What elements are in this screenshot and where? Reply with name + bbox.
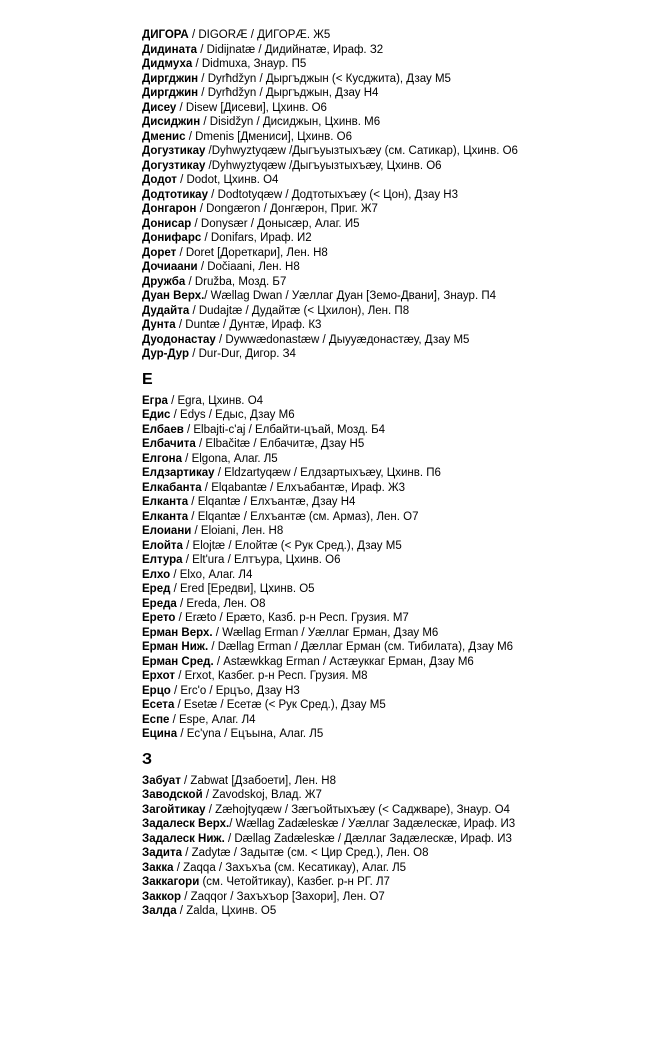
entry-headword: Донгарон xyxy=(142,203,197,215)
entry-line xyxy=(142,347,632,362)
entry-line xyxy=(142,655,632,670)
entry-details: / Elqabantæ / Елхъабантæ, Ираф. Ж3 xyxy=(201,481,405,494)
entry-details: / Wællag Zadæleskæ / Уæллаг Задæлескæ, Ираф. И3 xyxy=(229,818,516,830)
entry-details: / Donysær / Донысæр, Алаг. И5 xyxy=(191,217,360,230)
entry-details: / Eldzartyqæw / Елдзартыхъæу, Цхинв. П6 xyxy=(214,467,441,479)
entry-details: / Ereda, Лен. О8 xyxy=(176,597,266,610)
entry-line xyxy=(142,57,632,72)
entry-headword: Дунта xyxy=(142,319,176,331)
entry-details: / Didmuxa, Знаур. П5 xyxy=(192,58,307,70)
entry-details: /Dyhwyztyqæw /Дыгъуызтыхъæу (см. Сатикар), Цхинв. О6 xyxy=(205,145,518,157)
entry-headword: Закка xyxy=(142,861,174,874)
entry-line xyxy=(142,260,632,275)
entry-headword: Елоиани xyxy=(142,525,192,537)
entry-line xyxy=(142,43,632,58)
entry-details: / Zavodskoj, Влад. Ж7 xyxy=(202,789,322,801)
entry-headword: Догузтикау xyxy=(142,159,206,172)
entry-details: / Elbajti-c'aj / Елбайти-цъай, Мозд. Б4 xyxy=(183,423,386,436)
entry-headword: Диргджин xyxy=(142,72,199,85)
entry-line xyxy=(142,188,632,203)
entry-headword: Елтура xyxy=(142,554,183,566)
entry-details: / Edys / Едыс, Дзау М6 xyxy=(170,409,295,421)
entry-headword: Елкабанта xyxy=(142,481,202,494)
entry-line xyxy=(142,101,632,116)
entry-line xyxy=(142,539,632,554)
entry-line xyxy=(142,568,632,583)
entry-details: / Esetæ / Есетæ (< Рук Сред.), Дзау М5 xyxy=(174,699,386,711)
entry-headword: Донифарс xyxy=(142,232,202,244)
entry-line xyxy=(142,640,632,655)
entry-line xyxy=(142,684,632,699)
entry-details: / Astæwkkag Erman / Астæуккаг Ерман, Дзау М6 xyxy=(213,655,474,668)
entry-line xyxy=(142,817,632,832)
entry-headword: Ерман Верх. xyxy=(142,626,213,639)
entry-details: / Elt'ura / Елтъура, Цхинв. О6 xyxy=(182,554,341,566)
entry-headword: Елбачита xyxy=(142,438,196,450)
entry-headword: Задалеск Ниж. xyxy=(142,832,225,845)
entry-line xyxy=(142,713,632,728)
entry-details: /Dyhwyztyqæw /Дыгъуызтыхъæу, Цхинв. О6 xyxy=(205,159,442,172)
entry-details: / Dodot, Цхинв. О4 xyxy=(176,174,279,186)
entry-headword: Есета xyxy=(142,699,175,711)
entry-headword: Ерман Ниж. xyxy=(142,641,209,653)
entry-details: / Disidžyn / Дисиджын, Цхинв. М6 xyxy=(200,116,381,128)
entry-line xyxy=(142,524,632,539)
entry-details: / Dmenis [Дмениси], Цхинв. О6 xyxy=(185,130,352,143)
entry-line xyxy=(142,408,632,423)
entry-headword: Дменис xyxy=(142,130,186,143)
entry-details: / Zadytæ / Задытæ (см. < Цир Сред.), Лен. О8 xyxy=(182,847,429,859)
entry-headword: Догузтикау xyxy=(142,145,206,157)
entry-headword: Еред xyxy=(142,583,171,595)
entry-headword: Донисар xyxy=(142,217,192,230)
entry-details: / Dællag Zadæleskæ / Дæллаг Задæлескæ, Ираф. И3 xyxy=(224,832,512,845)
entry-headword: Додтотикау xyxy=(142,188,208,201)
entry-details: / Zabwat [Дзабоети], Лен. Н8 xyxy=(180,774,337,787)
entry-details: / Donifars, Ираф. И2 xyxy=(201,232,312,244)
entry-details: / Disew [Дисеви], Цхинв. О6 xyxy=(176,101,327,114)
entry-line xyxy=(142,318,632,333)
entry-headword: Ерето xyxy=(142,612,176,624)
entry-line xyxy=(142,495,632,510)
entry-details: (см. Четойтикау), Казбег. р-н РГ. Л7 xyxy=(199,876,390,888)
entry-line xyxy=(142,304,632,319)
entry-headword: ДИГОРА xyxy=(142,29,189,41)
entry-line xyxy=(142,611,632,626)
entry-details: / Dongæron / Донгæрон, Приг. Ж7 xyxy=(196,203,378,215)
entry-headword: Заккор xyxy=(142,890,182,903)
entry-line xyxy=(142,553,632,568)
entry-details: / Eræto / Ерæто, Казб. р-н Респ. Грузия. М7 xyxy=(175,612,409,624)
entry-line xyxy=(142,774,632,789)
entry-line xyxy=(142,626,632,641)
entry-headword: Дидмуха xyxy=(142,58,193,70)
entry-headword: Додот xyxy=(142,174,177,186)
entry-headword: Елканта xyxy=(142,496,189,508)
entry-line xyxy=(142,597,632,612)
entry-line xyxy=(142,437,632,452)
entry-line xyxy=(142,394,632,409)
entry-headword: Ерцо xyxy=(142,684,171,697)
entry-details: / Dyrħdžyn / Дыргъджын (< Кусджита), Дзау М5 xyxy=(198,72,451,85)
entry-headword: Елойта xyxy=(142,539,183,552)
entry-headword: Ереда xyxy=(142,597,177,610)
entry-line xyxy=(142,289,632,304)
section-letter: Е xyxy=(142,370,153,388)
entry-headword: Дисеу xyxy=(142,101,177,114)
entry-line xyxy=(142,115,632,130)
entry-line xyxy=(142,144,632,159)
entry-headword: Ерман Сред. xyxy=(142,655,214,668)
entry-details: / Dudajtæ / Дудайтæ (< Цхилон), Лен. П8 xyxy=(189,304,410,317)
entry-headword: Диргджин xyxy=(142,87,199,99)
entry-line xyxy=(142,28,632,43)
entry-line xyxy=(142,481,632,496)
entry-line xyxy=(142,904,632,919)
entry-headword: Залда xyxy=(142,905,177,917)
entry-headword: Дорет xyxy=(142,246,177,259)
entry-details: / Dællag Erman / Дæллаг Ерман (см. Тибилата), Дзау М6 xyxy=(208,641,514,653)
entry-details: / Elqantæ / Елхъантæ, Дзау Н4 xyxy=(188,496,356,508)
entry-headword: Дидината xyxy=(142,43,198,56)
entry-line xyxy=(142,423,632,438)
entry-details: / Didijnatæ / Дидийнатæ, Ираф. З2 xyxy=(197,43,384,56)
entry-line xyxy=(142,861,632,876)
entry-line xyxy=(142,698,632,713)
entry-line xyxy=(142,669,632,684)
entry-details: / Erxot, Казбег. р-н Респ. Грузия. М8 xyxy=(175,670,368,682)
entry-headword: Задалеск Верх. xyxy=(142,818,230,830)
entry-details: / Egra, Цхинв. О4 xyxy=(167,394,264,407)
entry-headword: Елдзартикау xyxy=(142,467,215,479)
entry-details: / Wællag Dwan / Уæллаг Дуан [Земо-Двани], Знаур. П4 xyxy=(204,290,496,302)
entry-details: / Dywwædonastæw / Дыууæдонастæу, Дзау М5 xyxy=(215,333,470,346)
entry-headword: Елбаев xyxy=(142,423,184,436)
entry-line xyxy=(142,466,632,481)
entry-details: / Elbačitæ / Елбачитæ, Дзау Н5 xyxy=(195,438,365,450)
entry-details: / Zaqqor / Захъхъор [Захори], Лен. О7 xyxy=(181,890,385,903)
entry-line xyxy=(142,727,632,742)
entry-details: / Elgona, Алаг. Л5 xyxy=(181,452,278,465)
gazetteer-content xyxy=(142,28,632,919)
entry-line xyxy=(142,217,632,232)
entry-details: / Ered [Ередви], Цхинв. О5 xyxy=(170,583,315,595)
entry-details: / Eloiani, Лен. Н8 xyxy=(191,525,284,537)
entry-details: / Duntæ / Дунтæ, Ираф. К3 xyxy=(175,319,322,331)
entry-headword: Загойтикау xyxy=(142,803,206,816)
entry-headword: Заводской xyxy=(142,789,203,801)
entry-details: / Espe, Алаг. Л4 xyxy=(169,713,256,726)
entry-details: / Družba, Мозд. Б7 xyxy=(185,275,287,288)
entry-headword: Елканта xyxy=(142,510,189,523)
entry-headword: Еспе xyxy=(142,713,170,726)
entry-headword: Ецина xyxy=(142,728,178,740)
entry-headword: Егра xyxy=(142,394,168,407)
entry-headword: Дудайта xyxy=(142,304,190,317)
entry-details: / Ec'yna / Ецъына, Алаг. Л5 xyxy=(177,728,324,740)
entry-details: / Zaqqa / Захъхъа (см. Кесатикау), Алаг. Л5 xyxy=(173,861,407,874)
entry-details: / Dočiaani, Лен. Н8 xyxy=(197,261,300,273)
entry-details: / Elqantæ / Елхъантæ (см. Армаз), Лен. О7 xyxy=(188,510,419,523)
entry-details: / Dyrħdžyn / Дыргъджын, Дзау Н4 xyxy=(198,87,379,99)
entry-headword: Елгона xyxy=(142,452,182,465)
entry-headword: Дружба xyxy=(142,275,186,288)
entry-headword: Задита xyxy=(142,847,182,859)
entry-line xyxy=(142,246,632,261)
entry-line xyxy=(142,173,632,188)
entry-headword: Елхо xyxy=(142,568,171,581)
entry-line xyxy=(142,202,632,217)
entry-line xyxy=(142,333,632,348)
entry-headword: Дочиаани xyxy=(142,261,198,273)
entry-details: / Zalda, Цхинв. О5 xyxy=(176,905,277,917)
entry-details: / Dur-Dur, Дигор. З4 xyxy=(189,348,296,360)
entry-line xyxy=(142,452,632,467)
entry-details: / Elojtæ / Елойтæ (< Рук Сред.), Дзау М5 xyxy=(182,539,402,552)
entry-line xyxy=(142,846,632,861)
section-letter: З xyxy=(142,750,153,768)
entry-line xyxy=(142,890,632,905)
entry-headword: Заккагори xyxy=(142,876,200,888)
entry-headword: Дур-Дур xyxy=(142,348,190,360)
entry-line xyxy=(142,510,632,525)
entry-headword: Забуат xyxy=(142,774,181,787)
entry-details: / Doret [Дореткари], Лен. Н8 xyxy=(176,246,328,259)
entry-details: / Zæhojtyqæw / Зæгъойтыхъæу (< Саджваре), Знаур. О4 xyxy=(205,803,510,816)
entry-line xyxy=(142,788,632,803)
entry-line xyxy=(142,72,632,87)
entry-details: / DIGORÆ / ДИГОРÆ. Ж5 xyxy=(188,29,331,41)
entry-headword: Ерхот xyxy=(142,670,176,682)
entry-line xyxy=(142,130,632,145)
entry-headword: Едис xyxy=(142,409,171,421)
entry-details: / Erc'o / Ерцъо, Дзау Н3 xyxy=(170,684,300,697)
entry-line xyxy=(142,582,632,597)
entry-line xyxy=(142,231,632,246)
entry-headword: Дуан Верх. xyxy=(142,290,205,302)
entry-line xyxy=(142,832,632,847)
entry-details: / Wællag Erman / Уæллаг Ерман, Дзау М6 xyxy=(212,626,439,639)
entry-headword: Дуодонастау xyxy=(142,333,216,346)
entry-headword: Дисиджин xyxy=(142,116,201,128)
entry-line xyxy=(142,875,632,890)
entry-line xyxy=(142,275,632,290)
entry-line xyxy=(142,86,632,101)
entry-details: / Elxo, Алаг. Л4 xyxy=(170,568,253,581)
entry-details: / Dodtotyqæw / Додтотыхъæу (< Цон), Дзау Н3 xyxy=(207,188,458,201)
entry-line xyxy=(142,803,632,818)
entry-line xyxy=(142,159,632,174)
